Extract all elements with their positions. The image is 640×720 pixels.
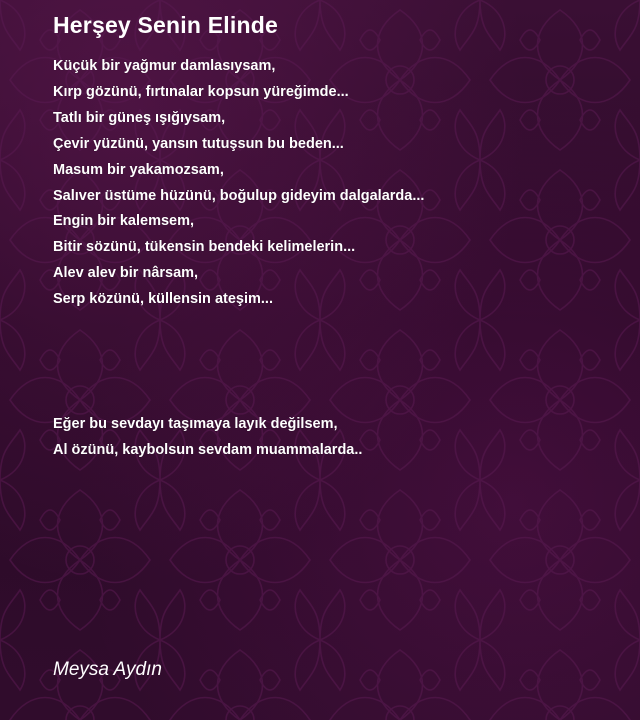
poem-line: Engin bir kalemsem,	[53, 213, 195, 230]
poem-line: Bitir sözünü, tükensin bendeki kelimelerin...	[53, 239, 356, 256]
poem-line: Serp közünü, küllensin ateşim...	[53, 291, 273, 308]
poem-line: Eğer bu sevdayı taşımaya layık değilsem,	[53, 416, 338, 432]
poem-line: Masum bir yakamozsam,	[53, 161, 224, 178]
poem-line: Salıver üstüme hüzünü, boğulup gideyim dalgalarda...	[53, 187, 425, 204]
stanza-2	[53, 412, 362, 464]
poem-line: Küçük bir yağmur damlasıysam,	[53, 58, 276, 74]
poem-line: Al özünü, kaybolsun sevdam muammalarda..	[53, 441, 363, 458]
stanza-1	[53, 54, 424, 313]
author-name: Meysa Aydın	[53, 659, 162, 680]
poem-line: Çevir yüzünü, yansın tutuşsun bu beden...	[53, 135, 344, 152]
poem-line: Kırp gözünü, fırtınalar kopsun yüreğimde...	[53, 83, 349, 100]
poem-line: Alev alev bir nârsam,	[53, 265, 199, 282]
poem-title: Herşey Senin Elinde	[53, 12, 278, 38]
poem-line: Tatlı bir güneş ışığıysam,	[53, 109, 226, 126]
